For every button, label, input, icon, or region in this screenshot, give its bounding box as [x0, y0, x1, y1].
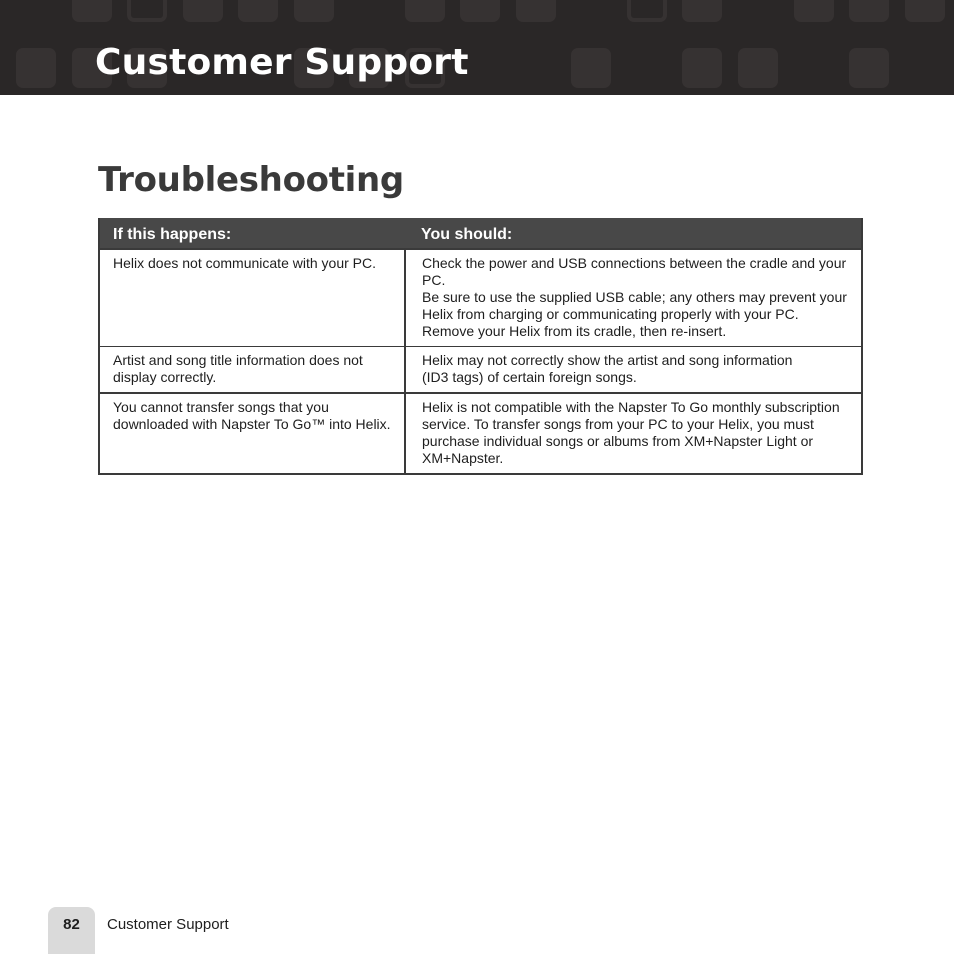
page-number-tab — [48, 907, 95, 954]
solution-cell — [405, 393, 862, 474]
problem-text: You cannot transfer songs that you — [113, 399, 329, 415]
footer-section-label: Customer Support — [107, 916, 229, 933]
solution-text: Remove your Helix from its cradle, then re-insert. — [422, 323, 727, 339]
solution-text: service. To transfer songs from your PC to your Helix, you must — [422, 416, 814, 432]
page-number: 82 — [63, 916, 80, 933]
solution-text: Be sure to use the supplied USB cable; any others may prevent your — [422, 289, 847, 305]
banner-pattern-square — [238, 0, 278, 22]
solution-text: (ID3 tags) of certain foreign songs. — [422, 369, 637, 385]
table-row — [99, 249, 862, 347]
problem-cell — [99, 249, 405, 347]
banner-pattern-square — [127, 0, 167, 22]
banner-pattern-square — [849, 48, 889, 88]
banner-pattern-square — [627, 0, 667, 22]
problem-cell — [99, 393, 405, 474]
table-header-row — [99, 218, 862, 249]
table-row — [99, 347, 862, 394]
banner-pattern-square — [682, 0, 722, 22]
problem-text: display correctly. — [113, 369, 217, 385]
troubleshooting-table — [98, 218, 863, 475]
banner-pattern-square — [460, 0, 500, 22]
banner-pattern-square — [183, 0, 223, 22]
banner-pattern-square — [571, 48, 611, 88]
section-title: Troubleshooting — [98, 160, 404, 200]
banner-pattern-square — [738, 48, 778, 88]
problem-text: Artist and song title information does not — [113, 352, 363, 368]
solution-text: purchase individual songs or albums from XM+Napster Light or — [422, 433, 814, 449]
banner-pattern-square — [849, 0, 889, 22]
solution-text: XM+Napster. — [422, 450, 504, 466]
problem-text: Helix does not communicate with your PC. — [113, 255, 376, 271]
solution-text: Check the power and USB connections between the cradle and your PC. — [422, 255, 847, 288]
banner-pattern-square — [794, 0, 834, 22]
problem-cell — [99, 347, 405, 394]
header-banner — [0, 0, 954, 95]
banner-pattern-square — [294, 0, 334, 22]
banner-pattern-square — [682, 48, 722, 88]
solution-cell — [405, 249, 862, 347]
solution-text: Helix from charging or communicating properly with your PC. — [422, 306, 799, 322]
table-row — [99, 393, 862, 474]
solution-text: Helix may not correctly show the artist and song information — [422, 352, 793, 368]
problem-text: downloaded with Napster To Go™ into Helix. — [113, 416, 391, 432]
solution-text: Helix is not compatible with the Napster To Go monthly subscription — [422, 399, 840, 415]
banner-pattern-square — [516, 0, 556, 22]
banner-pattern-square — [72, 0, 112, 22]
banner-pattern-square — [905, 0, 945, 22]
solution-cell — [405, 347, 862, 394]
column-header-solution: You should: — [405, 218, 862, 249]
banner-pattern-square — [16, 48, 56, 88]
banner-pattern-square — [405, 0, 445, 22]
page-header-title: Customer Support — [95, 42, 469, 83]
column-header-problem: If this happens: — [99, 218, 405, 249]
